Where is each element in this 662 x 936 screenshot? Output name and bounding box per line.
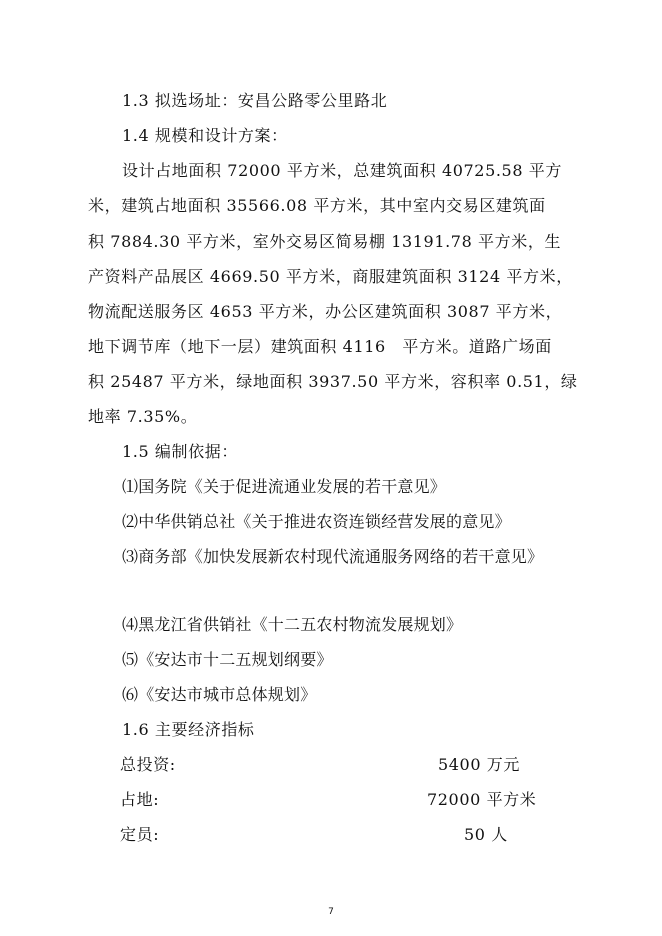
indicator-label: 总投资: [120, 755, 176, 774]
paragraph-line: 积 25487 平方米，绿地面积 3937.50 平方米，容积率 0.51，绿 [88, 372, 578, 391]
site-heading: 1.3 拟选场址：安昌公路零公里路北 [122, 91, 388, 110]
indicator-label: 占地: [120, 790, 160, 809]
indicator-value: 5400 万元 [438, 755, 521, 774]
paragraph-line: 积 7884.30 平方米，室外交易区简易棚 13191.78 平方米，生 [88, 232, 562, 251]
reference-item: ⑹《安达市城市总体规划》 [122, 685, 317, 704]
paragraph-line: 地下调节库（地下一层）建筑面积 4116 平方米。道路广场面 [88, 337, 552, 356]
reference-item: ⑴国务院《关于促进流通业发展的若干意见》 [122, 477, 447, 496]
indicator-value: 72000 平方米 [427, 790, 537, 809]
paragraph-line: 地率 7.35%。 [88, 407, 198, 426]
paragraph-line: 产资料产品展区 4669.50 平方米，商服建筑面积 3124 平方米， [88, 267, 573, 286]
scale-heading: 1.4 规模和设计方案： [122, 126, 288, 145]
reference-item: ⑷黑龙江省供销社《十二五农村物流发展规划》 [122, 615, 463, 634]
reference-item: ⑶商务部《加快发展新农村现代流通服务网络的若干意见》 [122, 547, 544, 566]
indicators-heading: 1.6 主要经济指标 [122, 720, 255, 739]
reference-item: ⑸《安达市十二五规划纲要》 [122, 650, 333, 669]
paragraph-line: 米，建筑占地面积 35566.08 平方米，其中室内交易区建筑面 [88, 196, 546, 215]
page-number: 7 [328, 907, 334, 917]
indicator-value: 50 人 [464, 825, 508, 844]
basis-heading: 1.5 编制依据： [122, 442, 238, 461]
reference-item: ⑵中华供销总社《关于推进农资连锁经营发展的意见》 [122, 512, 511, 531]
indicator-label: 定员: [120, 825, 160, 844]
paragraph-line: 设计占地面积 72000 平方米，总建筑面积 40725.58 平方 [122, 161, 562, 180]
paragraph-line: 物流配送服务区 4653 平方米，办公区建筑面积 3087 平方米， [88, 302, 563, 321]
